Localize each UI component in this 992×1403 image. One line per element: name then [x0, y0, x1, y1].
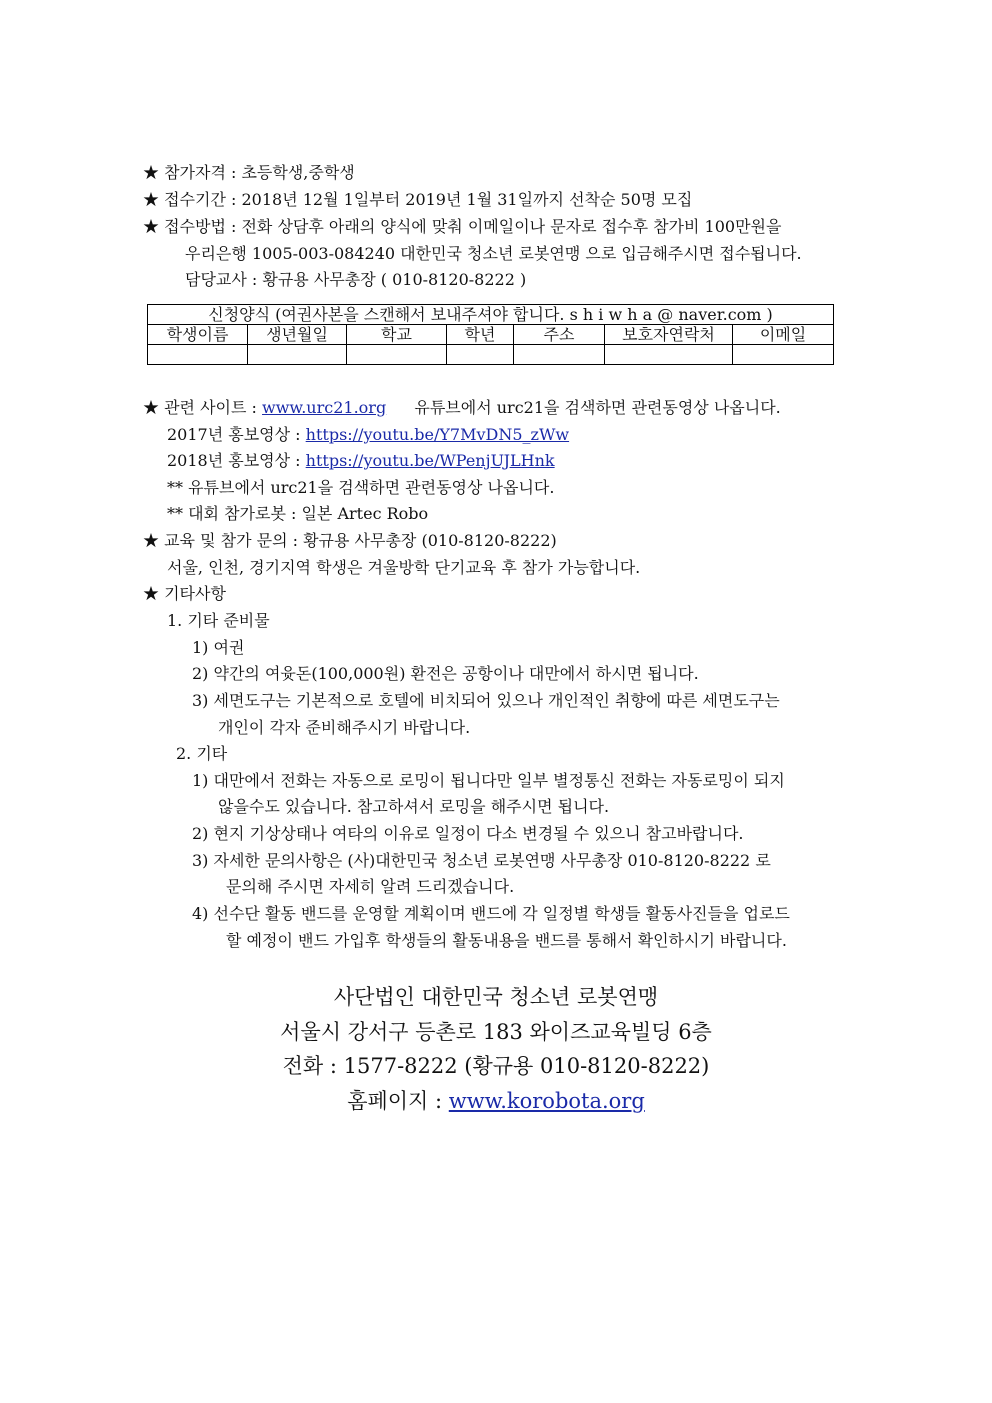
- related-site-note: 유튜브에서 urc21을 검색하면 관련동영상 나옵니다.: [414, 398, 781, 417]
- misc-sub2-item: 2) 현지 기상상태나 여타의 이유로 일정이 다소 변경될 수 있으니 참고바랍니다.: [192, 824, 744, 843]
- method-line-1: ★ 접수방법 : 전화 상담후 아래의 양식에 맞춰 이메일이나 문자로 접수후 참가비 100만원을: [143, 217, 782, 236]
- misc-sub2-item: 4) 선수단 활동 밴드를 운영할 계획이며 밴드에 각 일정별 학생들 활동사진들을 업로드: [192, 904, 790, 923]
- form-cell[interactable]: [248, 345, 347, 365]
- form-col-address: 주소: [514, 325, 605, 345]
- related-site-line: [143, 398, 781, 418]
- misc-sub1-item-cont: 개인이 각자 준비해주시기 바랍니다.: [218, 718, 471, 737]
- misc-sub2-item-cont: 않을수도 있습니다. 참고하셔서 로밍을 해주시면 됩니다.: [218, 797, 610, 816]
- form-col-email: 이메일: [733, 325, 834, 345]
- misc-sub2-item-cont: 할 예정이 밴드 가입후 학생들의 활동내용을 밴드를 통해서 확인하시기 바랍니다.: [226, 931, 787, 950]
- footer-homepage: [0, 1087, 992, 1115]
- method-line-2: 우리은행 1005-003-084240 대한민국 청소년 로봇연맹 으로 입금해주시면 접수됩니다.: [185, 244, 802, 263]
- misc-sub1-heading: 1. 기타 준비물: [167, 611, 270, 630]
- promo-2017-link[interactable]: https://youtu.be/Y7MvDN5_zWw: [305, 425, 570, 444]
- form-col-guardian: 보호자연락처: [605, 325, 733, 345]
- form-cell[interactable]: [447, 345, 514, 365]
- form-col-name: 학생이름: [148, 325, 248, 345]
- footer-phone: 전화 : 1577-8222 (황규용 010-8120-8222): [282, 1054, 710, 1078]
- promo-2017-line: [167, 425, 569, 445]
- footer-address: 서울시 강서구 등촌로 183 와이즈교육빌딩 6층: [280, 1020, 712, 1044]
- form-cell[interactable]: [347, 345, 447, 365]
- misc-sub1-item: 2) 약간의 여윳돈(100,000원) 환전은 공항이나 대만에서 하시면 됩니다.: [192, 664, 699, 683]
- form-col-birth: 생년월일: [248, 325, 347, 345]
- form-cell[interactable]: [605, 345, 733, 365]
- promo-2018-label: 2018년 홍보영상 :: [167, 451, 301, 470]
- education-region: 서울, 인천, 경기지역 학생은 겨울방학 단기교육 후 참가 가능합니다.: [167, 558, 641, 577]
- misc-sub2-item: 3) 자세한 문의사항은 (사)대한민국 청소년 로봇연맹 사무총장 010-8120-8222 로: [192, 851, 771, 870]
- misc-sub2-item: 1) 대만에서 전화는 자동으로 로밍이 됩니다만 일부 별정통신 전화는 자동로밍이 되지: [192, 771, 785, 790]
- promo-2018-line: [167, 451, 555, 471]
- misc-sub2-heading: 2. 기타: [176, 744, 228, 763]
- form-cell[interactable]: [148, 345, 248, 365]
- misc-sub1-item: 3) 세면도구는 기본적으로 호텔에 비치되어 있으나 개인적인 취향에 따른 세면도구는: [192, 691, 780, 710]
- misc-sub2-item-cont: 문의해 주시면 자세히 알려 드리겠습니다.: [226, 877, 515, 896]
- misc-sub1-item: 1) 여권: [192, 638, 245, 657]
- period-line: ★ 접수기간 : 2018년 12월 1일부터 2019년 1월 31일까지 선착순 50명 모집: [143, 190, 693, 209]
- eligibility-line: ★ 참가자격 : 초등학생,중학생: [143, 163, 355, 182]
- form-cell[interactable]: [733, 345, 834, 365]
- form-title: 신청양식 (여권사본을 스캔해서 보내주셔야 합니다. s h i w h a @ naver.com ): [148, 305, 834, 325]
- related-site-label: ★ 관련 사이트 :: [143, 398, 257, 417]
- teacher-line: 담당교사 : 황규용 사무총장 ( 010-8120-8222 ): [185, 270, 527, 289]
- footer-homepage-label: 홈페이지 :: [347, 1089, 443, 1113]
- robot-note: ** 대회 참가로봇 : 일본 Artec Robo: [167, 504, 429, 523]
- form-col-school: 학교: [347, 325, 447, 345]
- promo-2017-label: 2017년 홍보영상 :: [167, 425, 301, 444]
- form-header-row: [148, 325, 834, 345]
- footer-homepage-link[interactable]: www.korobota.org: [448, 1089, 645, 1113]
- application-form-table: [147, 304, 834, 365]
- form-col-grade: 학년: [447, 325, 514, 345]
- youtube-note: ** 유튜브에서 urc21을 검색하면 관련동영상 나옵니다.: [167, 478, 555, 497]
- promo-2018-link[interactable]: https://youtu.be/WPenjUJLHnk: [305, 451, 555, 470]
- form-empty-row: [148, 345, 834, 365]
- education-contact: ★ 교육 및 참가 문의 : 황규용 사무총장 (010-8120-8222): [143, 531, 557, 550]
- footer-org: 사단법인 대한민국 청소년 로봇연맹: [333, 985, 659, 1009]
- misc-heading: ★ 기타사항: [143, 584, 226, 603]
- related-site-link[interactable]: www.urc21.org: [262, 398, 387, 417]
- form-cell[interactable]: [514, 345, 605, 365]
